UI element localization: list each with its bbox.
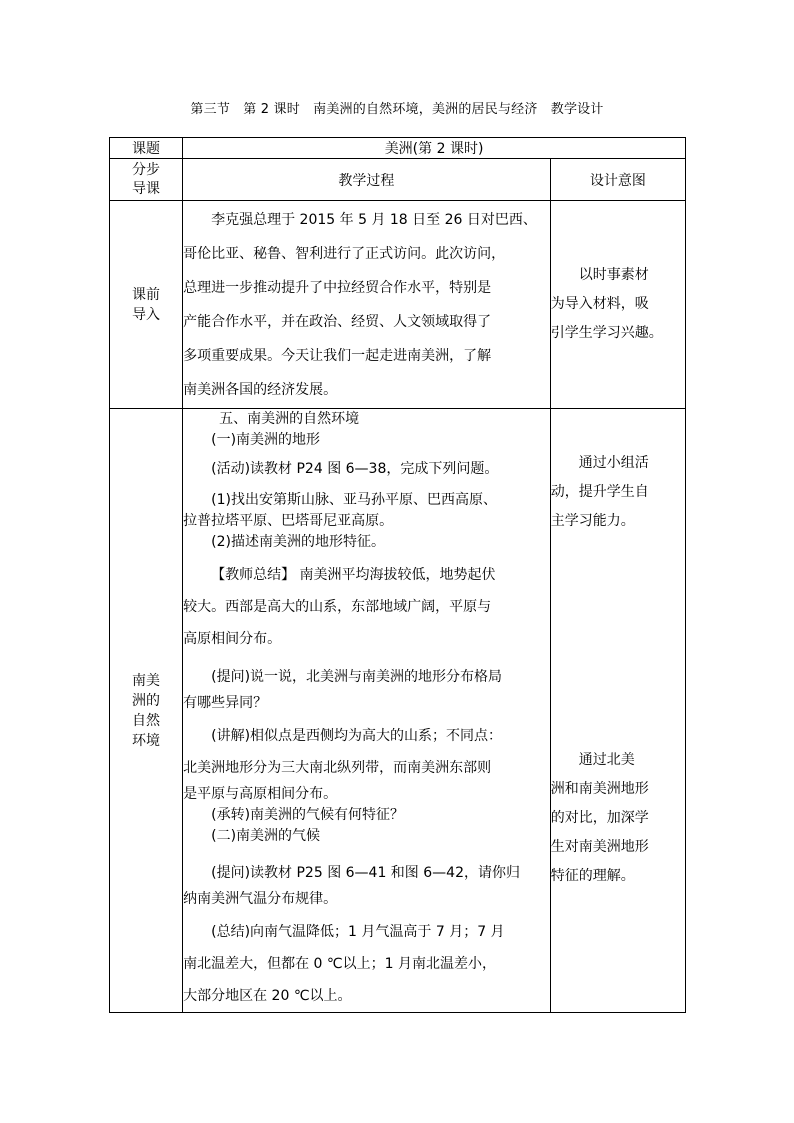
design-header: 设计意图 (550, 159, 685, 201)
intro-design-cell (550, 201, 685, 409)
intro-process-line: 产能合作水平，并在政治、经贸、人文领域取得了 (183, 313, 492, 330)
env-step-line1: 南美 (132, 672, 161, 689)
intro-design-line: 为导入材料，吸 (550, 296, 649, 312)
design-compare-line: 通过北美 (578, 752, 635, 768)
design-compare-line: 特征的理解。 (550, 868, 635, 884)
topic-label: 课题 (110, 138, 183, 159)
design-group-activity-line: 通过小组活 (578, 455, 649, 471)
activity-text: (活动)读教材 P24 图 6—38，完成下列问题。 (211, 461, 499, 477)
question-compare-line1: (提问)说一说，北美洲与南美洲的地形分布格局 (211, 669, 503, 685)
explanation-line1: (讲解)相似点是西侧均为高大的山系；不同点： (211, 728, 503, 744)
environment-design-cell (550, 409, 685, 1013)
step-header-cell (110, 159, 183, 201)
environment-row (110, 409, 686, 1013)
intro-step-cell (110, 201, 183, 409)
process-header: 教学过程 (183, 159, 551, 201)
subheading-climate: (二)南美洲的气候 (211, 828, 321, 844)
question-climate-line1: (提问)读教材 P25 图 6—41 和图 6—42，请你归 (211, 865, 520, 881)
question-compare-line2: 有哪些异同？ (183, 695, 268, 711)
question-1-line2: 拉普拉塔平原、巴塔哥尼亚高原。 (183, 513, 394, 529)
intro-design-line: 以时事素材 (578, 267, 649, 283)
explanation-line3: 是平原与高原相间分布。 (183, 786, 338, 802)
teacher-summary-line1: 【教师总结】 南美洲平均海拔较低，地势起伏 (211, 567, 496, 583)
section-heading: 五、南美洲的自然环境 (219, 411, 360, 427)
question-2: (2)描述南美洲的地形特征。 (211, 534, 385, 550)
intro-process-line: 多项重要成果。今天让我们一起走进南美洲，了解 (183, 347, 492, 364)
step-header-line1: 分步 (132, 161, 161, 178)
lesson-plan-table (109, 137, 686, 1013)
question-1-line1: (1)找出安第斯山脉、亚马孙平原、巴西高原、 (211, 492, 497, 508)
topic-value: 美洲(第 2 课时) (183, 138, 686, 159)
column-header-row (110, 159, 686, 201)
document-title: 第三节 第 2 课时 南美洲的自然环境，美洲的居民与经济 教学设计 (190, 102, 604, 117)
teacher-summary-line3: 高原相间分布。 (183, 631, 282, 647)
intro-step-line2: 导入 (132, 306, 161, 323)
intro-process-cell (183, 201, 551, 409)
step-header-line2: 导课 (132, 180, 161, 197)
environment-step-cell (110, 409, 183, 1013)
teacher-summary-line2: 较大。西部是高大的山系，东部地域广阔，平原与 (183, 599, 492, 615)
explanation-line2: 北美洲地形分为三大南北纵列带，而南美洲东部则 (183, 760, 492, 776)
subheading-terrain: (一)南美洲的地形 (211, 432, 321, 448)
intro-process-line: 李克强总理于 2015 年 5 月 18 日至 26 日对巴西、 (211, 211, 537, 228)
design-group-activity-line: 动，提升学生自 (550, 484, 649, 500)
design-group-activity-line: 主学习能力。 (550, 513, 635, 529)
transition-text: (承转)南美洲的气候有何特征？ (211, 807, 405, 823)
env-step-line3: 自然 (132, 712, 161, 729)
design-compare-line: 洲和南美洲地形 (550, 781, 649, 797)
env-step-line2: 洲的 (132, 692, 161, 709)
environment-process-cell (183, 409, 551, 1013)
intro-process-line: 南美洲各国的经济发展。 (183, 381, 338, 398)
intro-row (110, 201, 686, 409)
topic-row (110, 138, 686, 159)
intro-step-line1: 课前 (132, 286, 161, 303)
conclusion-line2: 南北温差大，但都在 0 ℃以上；1 月南北温差小， (183, 956, 496, 972)
design-compare-line: 的对比，加深学 (550, 810, 649, 826)
env-step-line4: 环境 (132, 732, 161, 749)
conclusion-line3: 大部分地区在 20 ℃以上。 (183, 988, 352, 1004)
intro-process-line: 总理进一步推动提升了中拉经贸合作水平，特别是 (183, 279, 492, 296)
intro-design-line: 引学生学习兴趣。 (550, 325, 663, 341)
design-compare-line: 生对南美洲地形 (550, 839, 649, 855)
intro-process-line: 哥伦比亚、秘鲁、智利进行了正式访问。此次访问， (183, 245, 506, 262)
question-climate-line2: 纳南美洲气温分布规律。 (183, 891, 338, 907)
conclusion-line1: (总结)向南气温降低；1 月气温高于 7 月；7 月 (211, 924, 505, 940)
